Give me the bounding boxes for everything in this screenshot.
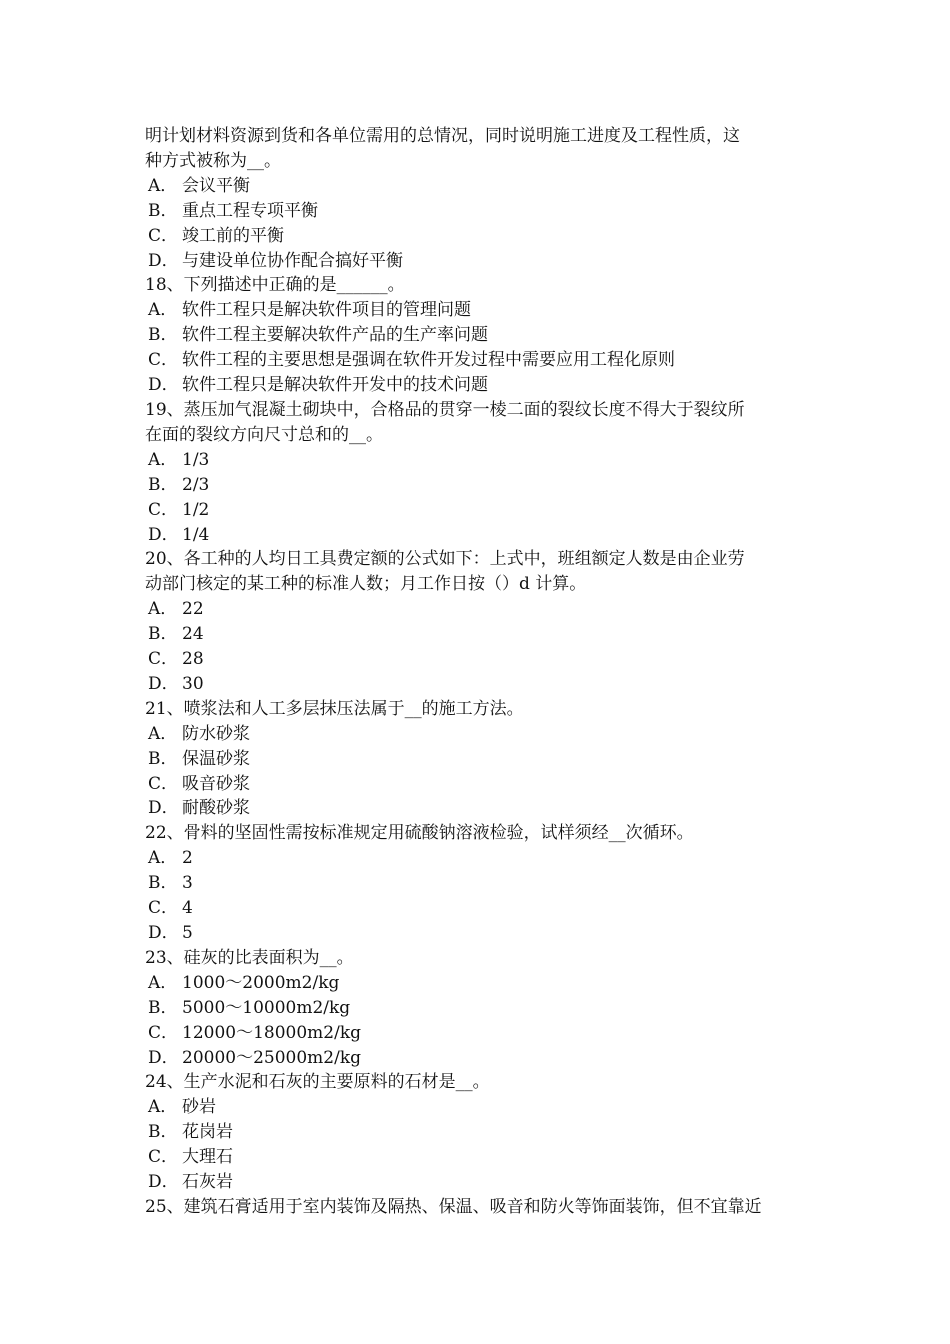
- option-text: 石灰岩: [182, 1172, 233, 1193]
- option-a: [145, 174, 815, 199]
- option-letter: A．: [148, 175, 178, 196]
- option-text: 5: [182, 923, 193, 943]
- option-letter: D．: [148, 673, 179, 694]
- question-block-17: [145, 124, 815, 273]
- question-text-line: 23、硅灰的比表面积为__。: [145, 947, 354, 968]
- option-a: [145, 971, 815, 996]
- option-letter: B．: [148, 624, 178, 645]
- option-c: [145, 224, 815, 249]
- option-letter: B．: [148, 474, 178, 495]
- option-letter: B．: [148, 873, 178, 894]
- option-text: 软件工程的主要思想是强调在软件开发过程中需要应用工程化原则: [182, 350, 675, 371]
- option-d: [145, 373, 815, 398]
- question-text-line: 18、下列描述中正确的是______。: [145, 275, 405, 296]
- option-text: 耐酸砂浆: [182, 798, 250, 819]
- question-text-line: 24、生产水泥和石灰的主要原料的石材是__。: [145, 1072, 490, 1093]
- option-letter: C．: [148, 649, 179, 670]
- question-block-24: [145, 1070, 815, 1195]
- question-text-line: 种方式被称为__。: [145, 150, 281, 171]
- document-content: [145, 124, 815, 1220]
- option-letter: B．: [148, 997, 178, 1018]
- option-letter: A．: [148, 972, 178, 993]
- option-text: 1/2: [182, 499, 210, 520]
- question-block-21: [145, 697, 815, 822]
- question-text-line: 20、各工种的人均日工具费定额的公式如下：上式中，班组额定人数是由企业劳: [145, 549, 745, 570]
- option-letter: A．: [148, 848, 178, 869]
- option-text: 2/3: [182, 474, 210, 495]
- question-block-19: [145, 398, 815, 547]
- option-d: [145, 1170, 815, 1195]
- option-d: [145, 921, 815, 946]
- option-b: [145, 199, 815, 224]
- question-block-23: [145, 946, 815, 1071]
- option-c: [145, 772, 815, 797]
- option-letter: D．: [148, 923, 179, 943]
- option-c: [145, 647, 815, 672]
- option-text: 28: [182, 649, 204, 670]
- option-text: 1/3: [182, 449, 210, 470]
- option-text: 4: [182, 898, 193, 919]
- option-c: [145, 1021, 815, 1046]
- option-letter: B．: [148, 325, 178, 346]
- option-text: 花岗岩: [182, 1122, 233, 1143]
- option-letter: A．: [148, 599, 178, 620]
- option-text: 竣工前的平衡: [182, 225, 284, 246]
- option-letter: D．: [148, 375, 179, 396]
- option-text: 30: [182, 673, 204, 694]
- option-letter: A．: [148, 1097, 178, 1118]
- option-d: [145, 523, 815, 548]
- option-b: [145, 996, 815, 1021]
- option-letter: A．: [148, 449, 178, 470]
- option-letter: C．: [148, 1022, 179, 1043]
- option-letter: D．: [148, 1047, 179, 1068]
- option-a: [145, 298, 815, 323]
- option-a: [145, 722, 815, 747]
- question-text-line: 19、蒸压加气混凝土砌块中，合格品的贯穿一棱二面的裂纹长度不得大于裂纹所: [145, 399, 745, 420]
- option-b: [145, 1120, 815, 1145]
- option-letter: C．: [148, 350, 179, 371]
- option-d: [145, 1046, 815, 1071]
- question-block-18: [145, 273, 815, 398]
- option-text: 砂岩: [182, 1097, 216, 1118]
- question-text-line: 25、建筑石膏适用于室内装饰及隔热、保温、吸音和防火等饰面装饰，但不宜靠近: [145, 1196, 762, 1217]
- option-letter: C．: [148, 773, 179, 794]
- option-c: [145, 498, 815, 523]
- question-block-25: [145, 1195, 815, 1220]
- question-text-line: 21、喷浆法和人工多层抹压法属于__的施工方法。: [145, 698, 524, 719]
- option-text: 防水砂浆: [182, 723, 250, 744]
- option-b: [145, 323, 815, 348]
- option-b: [145, 473, 815, 498]
- option-a: [145, 1095, 815, 1120]
- option-letter: A．: [148, 723, 178, 744]
- option-text: 吸音砂浆: [182, 773, 250, 794]
- option-letter: B．: [148, 748, 178, 769]
- option-text: 3: [182, 873, 193, 894]
- option-b: [145, 871, 815, 896]
- option-text: 保温砂浆: [182, 748, 250, 769]
- option-b: [145, 747, 815, 772]
- option-text: 1000～2000m2/kg: [182, 972, 340, 993]
- option-c: [145, 348, 815, 373]
- question-text-line: 明计划材料资源到货和各单位需用的总情况，同时说明施工进度及工程性质，这: [145, 126, 740, 146]
- question-text-line: 动部门核定的某工种的标准人数；月工作日按（）d 计算。: [145, 574, 587, 595]
- option-text: 软件工程只是解决软件开发中的技术问题: [182, 375, 488, 396]
- option-text: 22: [182, 599, 204, 620]
- option-a: [145, 597, 815, 622]
- option-letter: C．: [148, 225, 179, 246]
- option-text: 24: [182, 624, 204, 645]
- option-text: 软件工程只是解决软件项目的管理问题: [182, 300, 471, 321]
- question-text-line: 在面的裂纹方向尺寸总和的__。: [145, 424, 383, 445]
- option-letter: D．: [148, 1172, 179, 1193]
- option-text: 5000～10000m2/kg: [182, 997, 351, 1018]
- option-c: [145, 1145, 815, 1170]
- option-letter: C．: [148, 499, 179, 520]
- option-text: 20000～25000m2/kg: [182, 1047, 362, 1068]
- option-a: [145, 448, 815, 473]
- option-letter: B．: [148, 1122, 178, 1143]
- option-text: 大理石: [182, 1147, 233, 1168]
- option-letter: A．: [148, 300, 178, 321]
- option-d: [145, 796, 815, 821]
- question-block-20: [145, 547, 815, 696]
- option-text: 2: [182, 848, 193, 869]
- option-letter: D．: [148, 524, 179, 545]
- option-d: [145, 672, 815, 697]
- option-text: 软件工程主要解决软件产品的生产率问题: [182, 325, 488, 346]
- option-letter: C．: [148, 898, 179, 919]
- option-text: 会议平衡: [182, 175, 250, 196]
- option-d: [145, 249, 815, 274]
- question-text-line: 22、骨料的坚固性需按标准规定用硫酸钠溶液检验，试样须经__次循环。: [145, 823, 694, 844]
- option-c: [145, 896, 815, 921]
- option-text: 重点工程专项平衡: [182, 200, 318, 221]
- option-letter: C．: [148, 1147, 179, 1168]
- option-text: 与建设单位协作配合搞好平衡: [182, 250, 403, 271]
- option-text: 1/4: [182, 524, 210, 545]
- option-b: [145, 622, 815, 647]
- option-a: [145, 846, 815, 871]
- option-letter: D．: [148, 798, 179, 819]
- option-letter: D．: [148, 250, 179, 271]
- question-block-22: [145, 821, 815, 946]
- option-text: 12000～18000m2/kg: [182, 1022, 362, 1043]
- option-letter: B．: [148, 200, 178, 221]
